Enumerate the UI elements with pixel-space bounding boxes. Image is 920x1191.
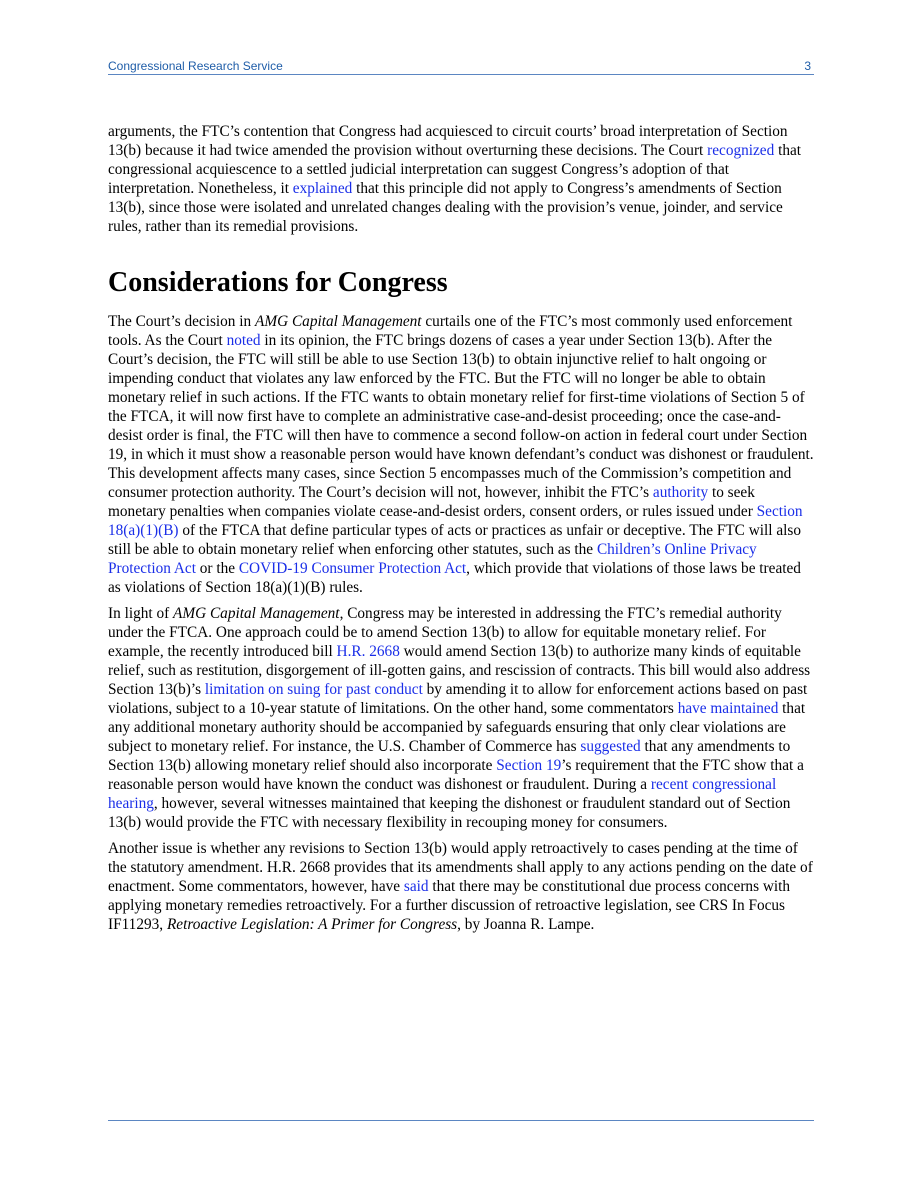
text: that any additional monetary authority should be accompanied by safeguards ensuring that only clear violations are subject to monetary relief. For instance, the U.S. Chamber of Commerce has <box>108 700 806 755</box>
text: curtails one of the FTC’s most commonly used enforcement tools. As the Court <box>108 313 793 349</box>
case-name: AMG Capital Management <box>173 605 340 622</box>
paragraph-3 <box>108 604 814 832</box>
text: would amend Section 13(b) to authorize many kinds of equitable relief, such as restitution, disgorgement of ill-gotten gains, and rescission of contracts. This bill would also address Section 13(b)’s <box>108 643 811 698</box>
link-covid-act[interactable]: COVID-19 Consumer Protection Act <box>238 560 467 577</box>
text: by amending it to allow for enforcement actions based on past violations, subject to a 10-year statute of limitations. On the other hand, some commentators <box>108 681 808 717</box>
text: or the <box>195 560 239 577</box>
text: In light of <box>108 605 174 622</box>
text: that this principle did not apply to Congress’s amendments of Section 13(b), since those were isolated and unrelated changes dealing with the provision’s venue, joinder, and service rules, rather than its remedial provisions. <box>108 180 783 235</box>
paragraph-2 <box>108 312 814 597</box>
link-recognized[interactable]: recognized <box>707 142 775 159</box>
link-suggested[interactable]: suggested <box>580 738 641 755</box>
text: to seek monetary penalties when companies violate cease-and-desist orders, consent orders, or rules issued under <box>108 484 757 520</box>
text: that congressional acquiescence to a settled judicial interpretation can suggest Congress’s adoption of that interpretation. Nonetheless, it <box>108 142 802 197</box>
header-divider <box>108 74 814 75</box>
link-explained[interactable]: explained <box>292 180 353 197</box>
page-header <box>108 58 813 74</box>
text: The Court’s decision in <box>108 313 256 330</box>
text: , which provide that violations of those laws be treated as violations of Section 18(a)(1)(B) rules. <box>108 560 801 596</box>
text: that there may be constitutional due process concerns with applying monetary remedies retroactively. For a further discussion of retroactive legislation, see CRS In Focus IF11293, <box>108 878 791 933</box>
text: ’s requirement that the FTC show that a reasonable person would have known the conduct was dishonest or fraudulent. During a <box>108 757 804 793</box>
text: , however, several witnesses maintained that keeping the dishonest or fraudulent standard out of Section 13(b) would provide the FTC with necessary flexibility in recouping money for consumers. <box>108 795 791 831</box>
text: arguments, the FTC’s contention that Congress had acquiesced to circuit courts’ broad interpretation of Section 13(b) because it had twice amended the provision without overturning these decisions. The Court <box>108 123 788 159</box>
paragraph-4 <box>108 839 814 934</box>
header-org-name: Congressional Research Service <box>108 59 283 73</box>
text: of the FTCA that define particular types of acts or practices as unfair or deceptive. The FTC will also still be able to obtain monetary relief when enforcing other statutes, such as the <box>108 522 801 558</box>
paragraph-1 <box>108 122 814 236</box>
page-number: 3 <box>804 59 811 73</box>
link-limitation[interactable]: limitation on suing for past conduct <box>204 681 423 698</box>
text: , by Joanna R. Lampe. <box>457 916 595 933</box>
section-heading: Considerations for Congress <box>108 267 448 298</box>
case-name: AMG Capital Management <box>255 313 422 330</box>
report-title: Retroactive Legislation: A Primer for Congress <box>166 916 458 933</box>
footer-divider <box>108 1120 814 1121</box>
document-body <box>108 122 814 941</box>
link-said[interactable]: said <box>403 878 429 895</box>
link-hearing[interactable]: recent congressional hearing <box>108 776 777 812</box>
link-authority[interactable]: authority <box>652 484 709 501</box>
link-coppa[interactable]: Children’s Online Privacy Protection Act <box>108 541 757 577</box>
link-noted[interactable]: noted <box>226 332 261 349</box>
text: that any amendments to Section 13(b) allowing monetary relief should also incorporate <box>108 738 791 774</box>
text: in its opinion, the FTC brings dozens of cases a year under Section 13(b). After the Court’s decision, the FTC will still be able to use Section 13(b) to obtain injunctive relief to halt ongoing or impending conduct that violates any law enforced by the FTC. But the FTC will no longer be able to obtain monetary relief in such actions. If the FTC wants to obtain monetary relief for first-time violations of Section 5 of the FTCA, it will now first have to complete an administrative case-and-desist proceeding; once the case-and-desist order is final, the FTC will then have to commence a second follow-on action in federal court under Section 19, in which it must show a reasonable person would have known defendant’s conduct was dishonest or fraudulent. This development affects many cases, since Section 5 encompasses much of the Commission’s competition and consumer protection authority. The Court’s decision will not, however, inhibit the FTC’s <box>108 332 814 501</box>
link-hr-2668[interactable]: H.R. 2668 <box>336 643 400 660</box>
link-section-18[interactable]: Section 18(a)(1)(B) <box>108 503 803 539</box>
text: , Congress may be interested in addressing the FTC’s remedial authority under the FTCA. One approach could be to amend Section 13(b) to allow for equitable monetary relief. For example, the recently introduced bill <box>108 605 782 660</box>
link-section-19[interactable]: Section 19 <box>496 757 562 774</box>
text: Another issue is whether any revisions to Section 13(b) would apply retroactively to cases pending at the time of the statutory amendment. H.R. 2668 provides that its amendments shall apply to any actions pending on the date of enactment. Some commentators, however, have <box>108 840 813 895</box>
link-have-maintained[interactable]: have maintained <box>677 700 779 717</box>
